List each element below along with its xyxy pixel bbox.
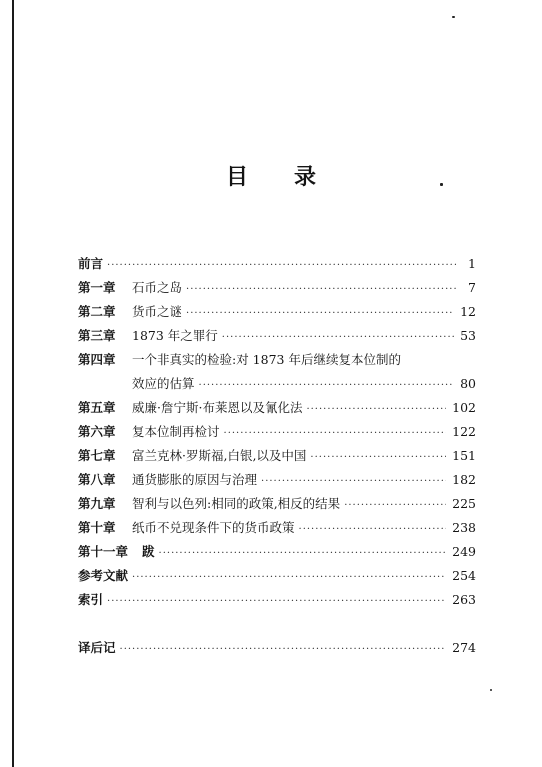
- toc-chapter-label: 第九章: [78, 496, 116, 511]
- toc-chapter-label: 索引: [78, 592, 104, 607]
- toc-page-number: 249: [452, 544, 476, 559]
- toc-entry-title: 智利与以色列:相同的政策,相反的结果: [132, 496, 341, 511]
- dot-leader: [344, 494, 446, 518]
- toc-page-number: 122: [452, 424, 476, 439]
- toc-row[interactable]: [78, 396, 476, 420]
- toc-row[interactable]: [78, 468, 476, 492]
- toc-entry-title: 跋: [142, 544, 155, 559]
- toc-row[interactable]: [78, 324, 476, 348]
- dot-leader: [186, 278, 456, 302]
- toc-chapter-label: 第四章: [78, 352, 116, 367]
- toc-chapter-label: 前言: [78, 256, 104, 271]
- dot-leader: [120, 638, 447, 662]
- toc-chapter-label: 译后记: [78, 640, 116, 655]
- scan-speck: [490, 689, 492, 691]
- scan-speck: [452, 16, 455, 18]
- dot-leader: [306, 398, 446, 422]
- toc-page-number: 182: [452, 472, 476, 487]
- toc-entry-title: 货币之谜: [132, 304, 183, 319]
- dot-leader: [107, 254, 456, 278]
- toc-row[interactable]: [78, 300, 476, 324]
- dot-leader: [310, 446, 446, 470]
- page-title: 目录: [225, 164, 362, 190]
- toc-row[interactable]: [78, 420, 476, 444]
- toc-chapter-label: 第七章: [78, 448, 116, 463]
- toc-entry-title: 1873 年之罪行: [132, 328, 218, 343]
- toc-chapter-label: 第十一章: [78, 544, 129, 559]
- toc-row[interactable]: [78, 564, 476, 588]
- dot-leader: [199, 374, 455, 398]
- toc-page-number: 80: [460, 376, 476, 391]
- toc-chapter-label: 第一章: [78, 280, 116, 295]
- toc-entry-title: 富兰克林·罗斯福,白银,以及中国: [132, 448, 307, 463]
- toc-entry-title: 效应的估算: [132, 376, 195, 391]
- dot-leader: [186, 302, 454, 326]
- scanned-page-edge: [12, 0, 14, 767]
- toc-page-number: 254: [452, 568, 476, 583]
- toc-row[interactable]: [78, 492, 476, 516]
- toc-page-number: 102: [452, 400, 476, 415]
- toc-row[interactable]: [78, 540, 476, 564]
- toc-row[interactable]: [78, 636, 476, 660]
- toc-chapter-label: 第十章: [78, 520, 116, 535]
- dot-leader: [224, 422, 447, 446]
- toc-entry-title: 通货膨胀的原因与治理: [132, 472, 258, 487]
- dot-leader: [299, 518, 447, 542]
- dot-leader: [159, 542, 447, 566]
- toc-entry-title: 威廉·詹宁斯·布莱恩以及氰化法: [132, 400, 303, 415]
- toc-page-number: 7: [468, 280, 476, 295]
- table-of-contents: [78, 252, 476, 660]
- toc-page-number: 53: [460, 328, 476, 343]
- toc-chapter-label: 第五章: [78, 400, 116, 415]
- toc-page-number: 12: [460, 304, 476, 319]
- dot-leader: [222, 326, 454, 350]
- toc-page-number: 151: [452, 448, 476, 463]
- dot-leader: [132, 566, 446, 590]
- toc-row[interactable]: [78, 516, 476, 540]
- toc-chapter-label: 参考文献: [78, 568, 129, 583]
- toc-entry-title: 一个非真实的检验:对 1873 年后继续复本位制的: [132, 352, 401, 367]
- toc-page-number: 225: [452, 496, 476, 511]
- dot-leader: [107, 590, 446, 614]
- toc-row[interactable]: [78, 444, 476, 468]
- toc-entry-title: 纸币不兑现条件下的货币政策: [132, 520, 295, 535]
- toc-row[interactable]: [78, 276, 476, 300]
- toc-row-continuation[interactable]: [78, 372, 476, 396]
- toc-chapter-label: 第二章: [78, 304, 116, 319]
- toc-page-number: 263: [452, 592, 476, 607]
- toc-row[interactable]: [78, 252, 476, 276]
- dot-leader: [261, 470, 446, 494]
- toc-row[interactable]: [78, 348, 476, 372]
- toc-chapter-label: 第三章: [78, 328, 116, 343]
- toc-entry-title: 石币之岛: [132, 280, 183, 295]
- toc-page-number: 1: [468, 256, 476, 271]
- toc-chapter-label: 第六章: [78, 424, 116, 439]
- toc-chapter-label: 第八章: [78, 472, 116, 487]
- toc-page-number: 274: [452, 640, 476, 655]
- toc-page-number: 238: [452, 520, 476, 535]
- toc-row[interactable]: [78, 588, 476, 612]
- toc-entry-title: 复本位制再检讨: [132, 424, 220, 439]
